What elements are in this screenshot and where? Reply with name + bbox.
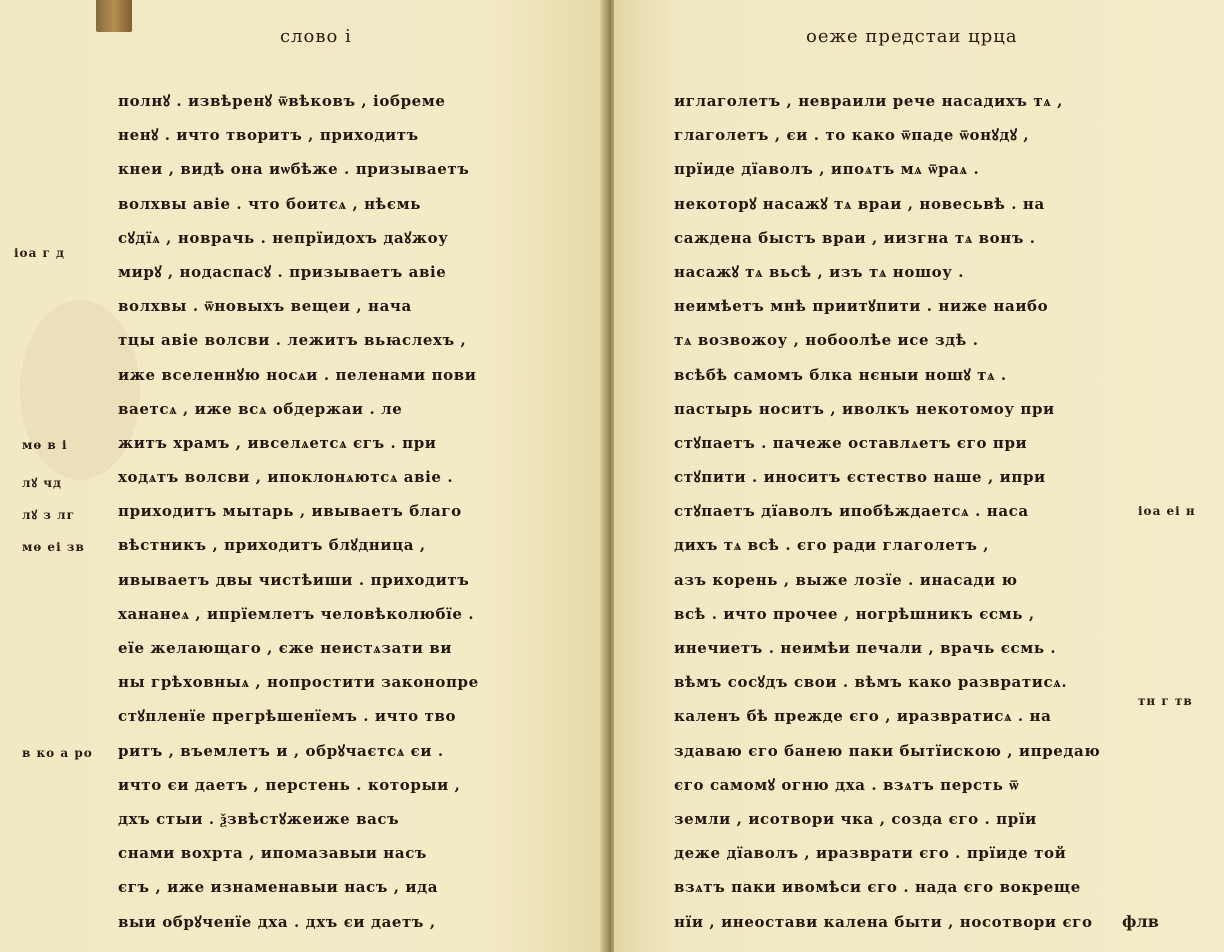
text-line: сꙋдїѧ , новрачь . непрїидохъ даꙋжоу <box>118 228 449 247</box>
margin-note: мѳ в і <box>22 438 68 452</box>
text-line: дхъ стыи . ѯзвѣстꙋжеиже васъ <box>118 809 400 828</box>
right-text-block <box>674 84 1142 939</box>
text-line: полнꙋ . извѣренꙋ ѿвѣковъ , іобреме <box>118 92 446 110</box>
text-line: ны грѣховныѧ , нопростити законопре <box>118 673 479 692</box>
text-line: прїиде дїаволъ , ипоѧтъ мѧ ѿраѧ . <box>674 160 980 179</box>
text-line: ивываетъ двы чистѣиши . приходитъ <box>118 570 470 589</box>
text-line: стꙋпаетъ . пачеже оставлѧетъ єго при <box>674 433 1028 452</box>
text-line: иглаголетъ , невраили рече насадихъ тѧ , <box>674 92 1063 110</box>
folio-number: флв <box>1122 912 1159 931</box>
text-line: дихъ тѧ всѣ . єго ради глаголетъ , <box>674 536 990 555</box>
text-line: нїи , инеостави калена быти , носотвори єго <box>674 912 1093 931</box>
margin-note: іоа еі н <box>1138 504 1196 518</box>
text-line: выи обрꙋченїе дха . дхъ єи даетъ , <box>118 912 436 931</box>
margin-note: тн г тв <box>1138 694 1193 708</box>
text-line: волхвы . ѿновыхъ вещеи , нача <box>118 297 412 316</box>
text-line: неимѣетъ мнѣ приитꙋпити . ниже наибо <box>674 297 1049 316</box>
text-line: ваетсѧ , иже всѧ обдержаи . ле <box>118 399 403 418</box>
text-line: ненꙋ . ичто творитъ , приходитъ <box>118 126 419 145</box>
text-line: ритъ , въемлетъ и , обрꙋчаєтсѧ єи . <box>118 741 444 760</box>
text-line: саждена быстъ враи , иизгна тѧ вонъ . <box>674 228 1036 247</box>
text-line: стꙋпити . иноситъ єстество наше , ипри <box>674 468 1046 487</box>
text-line: єгъ , иже изнаменавыи насъ , ида <box>118 878 439 897</box>
text-line: некоторꙋ насажꙋ тѧ враи , новесьвѣ . на <box>674 194 1045 213</box>
text-line: тцы авіе волсви . лежитъ вьꙗслехъ , <box>118 331 467 350</box>
text-line: волхвы авіе . что боитєѧ , нѣємь <box>118 194 421 213</box>
left-text-block <box>118 84 570 939</box>
margin-note: лꙋ чд <box>22 476 63 490</box>
left-running-head: слово і <box>280 26 352 47</box>
text-line: вѣстникъ , приходитъ блꙋдница , <box>118 536 426 555</box>
bookmark-ribbon <box>96 0 132 32</box>
text-line: всѣбѣ самомъ блка нєныи ношꙋ тѧ . <box>674 365 1007 384</box>
text-line: глаголетъ , єи . то како ѿпаде ѿонꙋдꙋ , <box>674 126 1030 145</box>
right-running-head: оеже предстаи црца <box>806 26 1018 47</box>
left-page <box>0 0 606 952</box>
margin-note: мѳ еі зв <box>22 540 85 554</box>
text-line: хананеѧ , ипрїемлетъ человѣколюбїе . <box>118 604 475 623</box>
text-line: взѧтъ паки ивомѣси єго . нада єго вокреще <box>674 878 1081 897</box>
text-line: снами вохрта , ипомазавыи насъ <box>118 844 428 863</box>
text-line: земли , исотвори чка , созда єго . прїи <box>674 809 1037 828</box>
text-line: пастырь носитъ , иволкъ некотомоу при <box>674 399 1055 418</box>
text-line: здаваю єго банею паки бытїискою , ипредаю <box>674 741 1101 760</box>
text-line: єго самомꙋ огню дха . взѧтъ персть ѿ <box>674 775 1020 794</box>
text-line: инечиетъ . неимѣи печали , врачь єсмь . <box>674 639 1057 657</box>
text-line: деже дїаволъ , иразврати єго . прїиде той <box>674 844 1067 863</box>
text-line: мирꙋ , нодаспасꙋ . призываетъ авіе <box>118 262 447 281</box>
text-line: тѧ возвожоу , нобоолѣе исе здѣ . <box>674 331 979 350</box>
text-line: стꙋпленїе прегрѣшенїемъ . ичто тво <box>118 707 457 726</box>
text-line: азъ корень , выже лозїе . инасади ю <box>674 570 1018 589</box>
text-line: иже вселеннꙋю носѧи . пеленами пови <box>118 365 477 384</box>
right-page <box>614 0 1224 952</box>
text-line: всѣ . ичто прочее , ногрѣшникъ єсмь , <box>674 604 1035 623</box>
margin-note: в ко а ро <box>22 746 93 760</box>
text-line: ичто єи даетъ , перстень . которыи , <box>118 775 461 794</box>
text-line: приходитъ мытарь , ивываетъ благо <box>118 502 462 521</box>
text-line: каленъ бѣ прежде єго , иразвратисѧ . на <box>674 707 1052 726</box>
text-line: стꙋпаетъ дїаволъ ипобѣждаетсѧ . наса <box>674 502 1029 521</box>
text-line: ходѧтъ волсви , ипоклонѧютсѧ авіе . <box>118 468 454 487</box>
text-line: вѣмъ сосꙋдъ свои . вѣмъ како развратисѧ. <box>674 673 1068 692</box>
text-line: еїе желающаго , єже неистѧзати ви <box>118 639 453 657</box>
text-line: житъ храмъ , ивселѧетсѧ єгъ . при <box>118 433 437 452</box>
text-line: насажꙋ тѧ вьсѣ , изъ тѧ ношоу . <box>674 262 965 281</box>
text-line: кнеи , видѣ она иѡбѣже . призываетъ <box>118 160 470 179</box>
margin-note: іоа г д <box>14 246 66 260</box>
margin-note: лꙋ з лг <box>22 508 75 522</box>
